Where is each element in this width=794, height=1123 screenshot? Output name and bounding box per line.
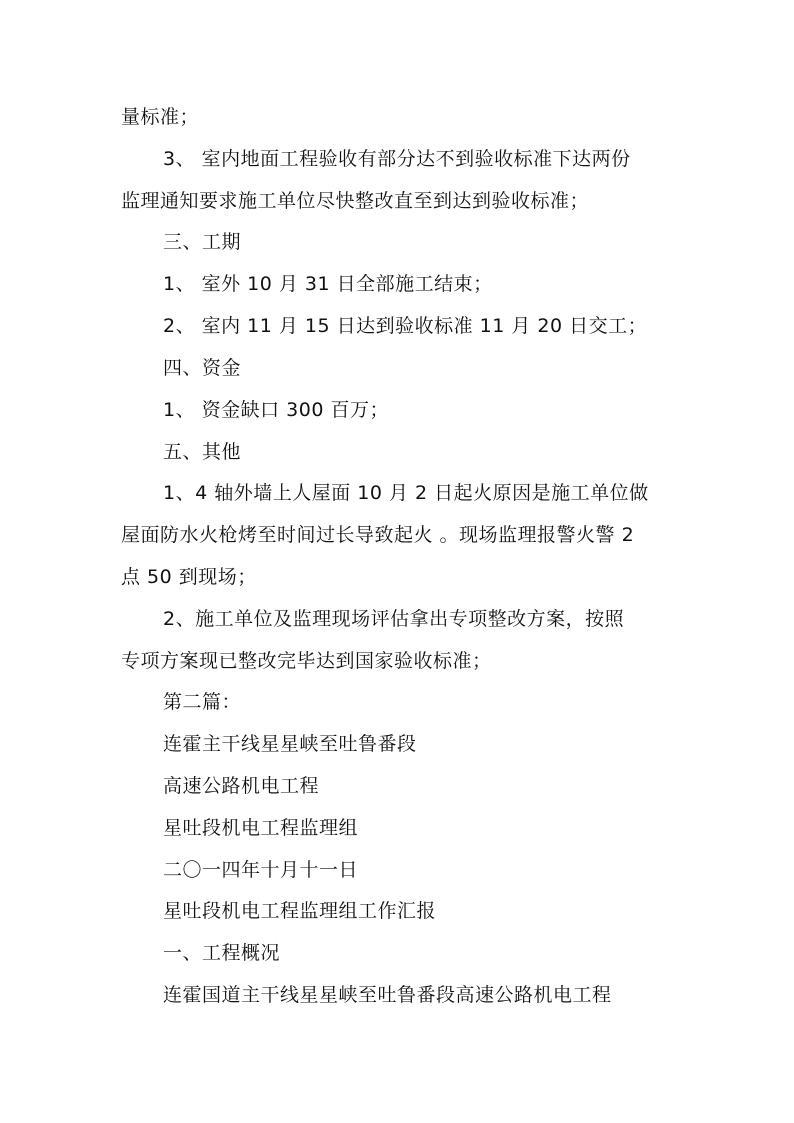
section-heading: 三、工期	[163, 231, 242, 253]
date-line: 二〇一四年十月十一日	[163, 859, 359, 881]
paragraph-line: 2、施工单位及监理现场评估拿出专项整改方案，按照	[163, 608, 625, 630]
title-line: 高速公路机电工程	[163, 775, 320, 797]
paragraph-line: 屋面防水火枪烤至时间过长导致起火 。现场监理报警火警 2	[121, 524, 635, 546]
paragraph-line: 1、4 轴外墙上人屋面 10 月 2 日起火原因是施工单位做	[163, 482, 649, 504]
section-heading: 五、其他	[163, 441, 242, 463]
title-line: 星吐段机电工程监理组	[163, 817, 359, 839]
paragraph-line: 点 50 到现场；	[121, 566, 257, 588]
paragraph-line: 2、 室内 11 月 15 日达到验收标准 11 月 20 日交工；	[163, 315, 648, 337]
paragraph-line: 监理通知要求施工单位尽快整改直至到达到验收标准；	[121, 190, 590, 212]
section-heading: 一、工程概况	[163, 942, 281, 964]
title-line: 连霍主干线星星峡至吐鲁番段	[163, 733, 417, 755]
paragraph-line: 1、 室外 10 月 31 日全部施工结束；	[163, 273, 493, 295]
paragraph-line: 专项方案现已整改完毕达到国家验收标准；	[121, 650, 492, 672]
paragraph-line: 连霍国道主干线星星峡至吐鲁番段高速公路机电工程	[163, 984, 612, 1006]
section-heading: 第二篇：	[163, 691, 242, 713]
paragraph-line: 3、 室内地面工程验收有部分达不到验收标准下达两份	[163, 148, 631, 170]
paragraph-line: 量标准；	[121, 106, 200, 128]
section-heading: 四、资金	[163, 357, 242, 379]
paragraph-line: 1、 资金缺口 300 百万；	[163, 399, 389, 421]
title-line: 星吐段机电工程监理组工作汇报	[163, 900, 437, 922]
